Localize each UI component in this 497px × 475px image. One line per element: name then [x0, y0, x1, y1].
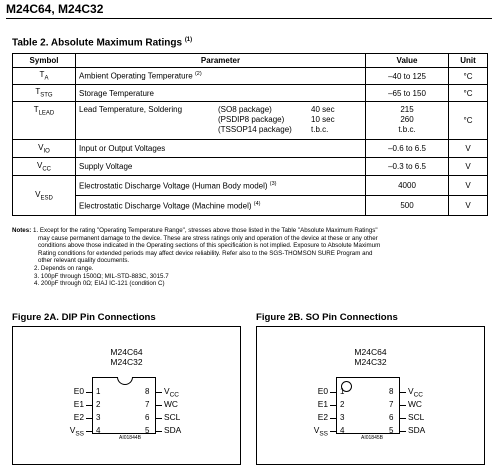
value-cell: 4000: [366, 176, 449, 196]
unit-cell: °C: [449, 85, 488, 102]
table-row: [13, 68, 488, 85]
pin-number: 8: [145, 387, 150, 396]
package-psdip8: (PSDIP8 package): [218, 115, 285, 124]
col-header-unit: Unit: [449, 54, 488, 68]
pin-number: 1: [96, 387, 101, 396]
pin-lead: [86, 405, 92, 406]
pin-label: $V_{CC}$: [408, 386, 423, 399]
pin-label: SDA: [164, 425, 182, 435]
figure-2b-so-diagram: [256, 326, 485, 465]
pin-label: E0: [317, 386, 328, 396]
value-cell: –0.3 to 6.5: [366, 158, 449, 176]
note-1-line-4: Rating conditions for extended periods may affect device reliability. Refer also to the SGS-THOMSON SURE Program and: [38, 249, 373, 257]
figure-code: AI01845B: [361, 435, 383, 441]
pin-lead: [400, 431, 406, 432]
col-header-value: Value: [366, 54, 449, 68]
pin-number: 2: [96, 400, 101, 409]
unit-cell: V: [449, 196, 488, 216]
unit-cell: V: [449, 158, 488, 176]
pin-label: WC: [408, 399, 422, 409]
pin-number: 6: [145, 413, 150, 422]
pin-lead: [330, 418, 336, 419]
parameter-cell: [76, 102, 366, 140]
pin-label: $V_{SS}$: [69, 425, 84, 438]
document-header: M24C64, M24C32: [6, 2, 104, 16]
table-notes: [12, 227, 488, 288]
col-header-symbol: Symbol: [13, 54, 76, 68]
pin-lead: [156, 418, 162, 419]
pin-number: 7: [145, 400, 150, 409]
value-cell: [366, 102, 449, 140]
lead-parameter: Lead Temperature, Soldering: [79, 105, 183, 114]
table-caption-text: Table 2. Absolute Maximum Ratings: [12, 37, 183, 49]
parameter-cell: Ambient Operating Temperature $^{(2)}$: [76, 68, 366, 85]
symbol-cell: $T_{LEAD}$: [13, 102, 76, 140]
note-1-line-5: other relevant quality documents.: [38, 257, 130, 265]
parameter-cell: Input or Output Voltages: [76, 140, 366, 158]
table-row: [13, 196, 488, 216]
figure-2b-title: Figure 2B. SO Pin Connections: [256, 312, 398, 323]
note-1: Notes: 1. Except for the rating "Operating Temperature Range", stresses above those listed in the Table "Absolute Maximum Ratings": [12, 227, 378, 234]
table-caption-note: (1): [184, 37, 193, 43]
unit-cell: V: [449, 140, 488, 158]
note-2: 2. Depends on range.: [34, 264, 94, 272]
note-4: 4. 200pF through 0Ω; EIAJ IC-121 (condition C): [34, 280, 165, 288]
pin-number: 8: [389, 387, 394, 396]
table-row: [13, 176, 488, 196]
pin-number: 4: [340, 426, 345, 435]
parameter-cell: Storage Temperature: [76, 85, 366, 102]
note-3: 3. 100pF through 1500Ω; MIL-STD-883C, 3015.7: [34, 272, 169, 280]
pin-label: $V_{CC}$: [164, 386, 179, 399]
value-psdip8: 260: [400, 115, 414, 124]
symbol-cell: $T_A$: [13, 68, 76, 85]
symbol-cell: $T_{STG}$: [13, 85, 76, 102]
symbol-cell: $V_{IO}$: [13, 140, 76, 158]
pin-number: 1: [340, 387, 345, 396]
note-1-line-3: conditions above those indicated in the Operating sections of this specification is not implied. Exposure to Absolute Maximum: [38, 242, 381, 250]
pin-lead: [86, 392, 92, 393]
pin-number: 6: [389, 413, 394, 422]
pin-lead: [330, 392, 336, 393]
figure-2a-dip-diagram: [12, 326, 241, 465]
pin-label: WC: [164, 399, 178, 409]
pin-number: 7: [389, 400, 394, 409]
pin-lead: [400, 405, 406, 406]
pin-lead: [330, 431, 336, 432]
table-row: [13, 140, 488, 158]
pin-label: SCL: [408, 412, 425, 422]
unit-cell: °C: [449, 68, 488, 85]
symbol-cell: $V_{ESD}$: [13, 176, 76, 216]
table-row: [13, 102, 488, 140]
chip-notch: [117, 377, 133, 385]
pin-lead: [400, 392, 406, 393]
figure-2a-title: Figure 2A. DIP Pin Connections: [12, 312, 156, 323]
pin-number: 5: [389, 426, 394, 435]
pin-number: 2: [340, 400, 345, 409]
parameter-cell: Supply Voltage: [76, 158, 366, 176]
parameter-cell: Electrostatic Discharge Voltage (Human Body model) $^{(3)}$: [76, 176, 366, 196]
value-so8: 215: [400, 105, 414, 114]
value-tssop14: t.b.c.: [398, 125, 416, 134]
table-header-row: [13, 54, 488, 68]
device-name-2: M24C32: [110, 357, 143, 367]
pin-lead: [86, 418, 92, 419]
pin-lead: [156, 431, 162, 432]
device-name-1: M24C64: [354, 347, 387, 357]
pin-lead: [156, 405, 162, 406]
pin-label: E0: [73, 386, 84, 396]
pin-label: $V_{SS}$: [313, 425, 328, 438]
note-1-line-2: may cause permanent damage to the device. These are stress ratings only and operation of the device at these or any other: [38, 234, 378, 242]
unit-cell: V: [449, 176, 488, 196]
pin-label: SDA: [408, 425, 426, 435]
pin-number: 3: [96, 413, 101, 422]
value-cell: –0.6 to 6.5: [366, 140, 449, 158]
value-cell: 500: [366, 196, 449, 216]
figure-code: AI01844B: [119, 435, 141, 441]
table-row: [13, 85, 488, 102]
header-rule: [6, 18, 492, 19]
device-name-2: M24C32: [354, 357, 387, 367]
table-row: [13, 158, 488, 176]
pin-label: SCL: [164, 412, 181, 422]
pin-lead: [400, 418, 406, 419]
pin-lead: [330, 405, 336, 406]
pin-lead: [86, 431, 92, 432]
pin-number: 3: [340, 413, 345, 422]
package-tssop14: (TSSOP14 package): [218, 125, 292, 134]
pin-label: E2: [73, 412, 84, 422]
time-psdip8: 10 sec: [311, 115, 335, 124]
pin-label: E1: [73, 399, 84, 409]
absolute-maximum-ratings-table: [12, 53, 488, 216]
pin-number: 5: [145, 426, 150, 435]
value-cell: –40 to 125: [366, 68, 449, 85]
unit-cell: °C: [449, 102, 488, 140]
pin-number: 4: [96, 426, 101, 435]
value-cell: –65 to 150: [366, 85, 449, 102]
col-header-parameter: Parameter: [76, 54, 366, 68]
pin-label: E2: [317, 412, 328, 422]
pin-label: E1: [317, 399, 328, 409]
device-name-1: M24C64: [110, 347, 143, 357]
symbol-cell: $V_{CC}$: [13, 158, 76, 176]
pin-lead: [156, 392, 162, 393]
time-tssop14: t.b.c.: [311, 125, 329, 134]
time-so8: 40 sec: [311, 105, 335, 114]
package-so8: (SO8 package): [218, 105, 272, 114]
table-caption: [12, 37, 192, 48]
parameter-cell: Electrostatic Discharge Voltage (Machine model) $^{(4)}$: [76, 196, 366, 216]
